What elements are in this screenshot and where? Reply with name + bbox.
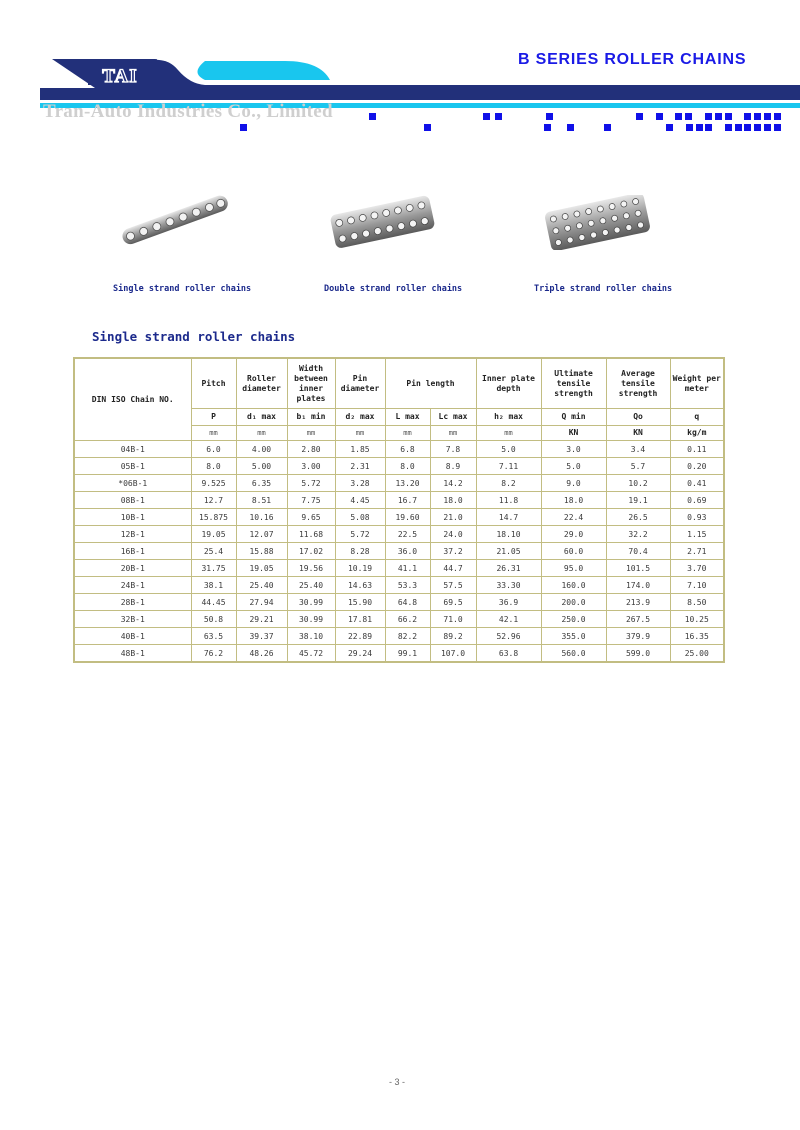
unit-cell: mm	[236, 426, 287, 441]
chain-number-cell: 40B-1	[74, 628, 191, 645]
square-icon	[656, 113, 663, 120]
table-cell: 101.5	[606, 560, 670, 577]
square-icon	[369, 113, 376, 120]
table-cell: 8.50	[670, 594, 724, 611]
square-icon	[604, 124, 611, 131]
table-cell: 160.0	[541, 577, 606, 594]
table-cell: 9.525	[191, 475, 236, 492]
table-cell: 14.7	[476, 509, 541, 526]
table-cell: 48.26	[236, 645, 287, 663]
table-cell: 15.875	[191, 509, 236, 526]
table-cell: 267.5	[606, 611, 670, 628]
company-name: Tran-Auto Industries Co., Limited	[43, 101, 333, 122]
table-cell: 8.9	[430, 458, 476, 475]
table-cell: 379.9	[606, 628, 670, 645]
table-cell: 5.72	[287, 475, 335, 492]
section-title: Single strand roller chains	[92, 329, 296, 344]
table-row	[74, 475, 724, 492]
table-cell: 17.81	[335, 611, 385, 628]
symbol-cell: q	[670, 409, 724, 426]
symbol-cell: d₁ max	[236, 409, 287, 426]
table-body	[74, 441, 724, 663]
symbol-cell: Lc max	[430, 409, 476, 426]
table-cell: 25.40	[287, 577, 335, 594]
table-cell: 7.10	[670, 577, 724, 594]
symbol-cell: P	[191, 409, 236, 426]
table-cell: 30.99	[287, 611, 335, 628]
square-icon	[744, 113, 751, 120]
table-cell: 69.5	[430, 594, 476, 611]
table-cell: 89.2	[430, 628, 476, 645]
table-row	[74, 645, 724, 663]
table-cell: 29.21	[236, 611, 287, 628]
table-cell: 7.11	[476, 458, 541, 475]
table-cell: 36.9	[476, 594, 541, 611]
table-row	[74, 441, 724, 458]
table-cell: 63.8	[476, 645, 541, 663]
square-icon	[754, 124, 761, 131]
table-cell: 8.0	[191, 458, 236, 475]
table-cell: 63.5	[191, 628, 236, 645]
table-cell: 18.0	[430, 492, 476, 509]
square-icon	[546, 113, 553, 120]
table-cell: 44.7	[430, 560, 476, 577]
table-cell: 3.0	[541, 441, 606, 458]
table-cell: 10.25	[670, 611, 724, 628]
square-icon	[725, 124, 732, 131]
table-cell: 10.2	[606, 475, 670, 492]
unit-cell: mm	[476, 426, 541, 441]
header-average-tensile-strength: Average tensile strength	[606, 358, 670, 409]
chain-number-cell: 08B-1	[74, 492, 191, 509]
table-cell: 8.28	[335, 543, 385, 560]
header-weight-per-meter: Weight per meter	[670, 358, 724, 409]
symbol-cell: Q min	[541, 409, 606, 426]
chain-number-cell: *06B-1	[74, 475, 191, 492]
product-caption-triple: Triple strand roller chains	[534, 284, 673, 294]
chain-number-cell: 32B-1	[74, 611, 191, 628]
table-cell: 19.60	[385, 509, 430, 526]
table-cell: 44.45	[191, 594, 236, 611]
table-row	[74, 628, 724, 645]
table-cell: 21.0	[430, 509, 476, 526]
symbol-cell: L max	[385, 409, 430, 426]
table-row	[74, 543, 724, 560]
table-cell: 3.4	[606, 441, 670, 458]
table-cell: 107.0	[430, 645, 476, 663]
square-icon	[735, 124, 742, 131]
table-cell: 29.24	[335, 645, 385, 663]
chain-number-cell: 12B-1	[74, 526, 191, 543]
table-cell: 0.41	[670, 475, 724, 492]
table-cell: 9.0	[541, 475, 606, 492]
chain-number-cell: 10B-1	[74, 509, 191, 526]
table-cell: 19.05	[236, 560, 287, 577]
table-cell: 26.5	[606, 509, 670, 526]
table-cell: 599.0	[606, 645, 670, 663]
table-cell: 25.4	[191, 543, 236, 560]
table-cell: 21.05	[476, 543, 541, 560]
chain-number-cell: 24B-1	[74, 577, 191, 594]
table-cell: 14.2	[430, 475, 476, 492]
table-cell: 22.89	[335, 628, 385, 645]
table-cell: 7.75	[287, 492, 335, 509]
unit-cell: KN	[541, 426, 606, 441]
table-cell: 71.0	[430, 611, 476, 628]
chain-number-cell: 20B-1	[74, 560, 191, 577]
table-cell: 6.0	[191, 441, 236, 458]
table-cell: 0.20	[670, 458, 724, 475]
table-cell: 0.93	[670, 509, 724, 526]
table-cell: 11.68	[287, 526, 335, 543]
table-cell: 10.19	[335, 560, 385, 577]
square-icon	[764, 113, 771, 120]
header-pin-diameter: Pin diameter	[335, 358, 385, 409]
banner-navy-shape	[40, 59, 800, 100]
table-cell: 213.9	[606, 594, 670, 611]
table-cell: 5.7	[606, 458, 670, 475]
triple-strand-chain-image	[545, 195, 650, 250]
table-cell: 3.70	[670, 560, 724, 577]
table-cell: 30.99	[287, 594, 335, 611]
header-pin-length: Pin length	[385, 358, 476, 409]
unit-cell: mm	[385, 426, 430, 441]
table-cell: 200.0	[541, 594, 606, 611]
table-cell: 2.71	[670, 543, 724, 560]
table-row	[74, 594, 724, 611]
table-cell: 16.35	[670, 628, 724, 645]
logo-text: TAI	[102, 66, 138, 87]
table-cell: 16.7	[385, 492, 430, 509]
table-row	[74, 509, 724, 526]
table-cell: 2.31	[335, 458, 385, 475]
table-row	[74, 611, 724, 628]
product-caption-double: Double strand roller chains	[324, 284, 463, 294]
table-cell: 6.35	[236, 475, 287, 492]
table-cell: 9.65	[287, 509, 335, 526]
table-cell: 25.40	[236, 577, 287, 594]
page-header-title: B SERIES ROLLER CHAINS	[518, 51, 747, 68]
header-chain-no: DIN ISO Chain NO.	[74, 358, 191, 441]
table-cell: 3.00	[287, 458, 335, 475]
table-cell: 22.5	[385, 526, 430, 543]
chain-number-cell: 04B-1	[74, 441, 191, 458]
symbol-cell: Qo	[606, 409, 670, 426]
table-cell: 13.20	[385, 475, 430, 492]
table-cell: 76.2	[191, 645, 236, 663]
banner-cyan-swoosh	[198, 61, 331, 80]
table-cell: 42.1	[476, 611, 541, 628]
table-cell: 17.02	[287, 543, 335, 560]
table-cell: 33.30	[476, 577, 541, 594]
table-cell: 29.0	[541, 526, 606, 543]
chain-number-cell: 05B-1	[74, 458, 191, 475]
table-cell: 15.88	[236, 543, 287, 560]
table-cell: 6.8	[385, 441, 430, 458]
square-icon	[675, 113, 682, 120]
table-cell: 0.69	[670, 492, 724, 509]
table-cell: 8.0	[385, 458, 430, 475]
table-cell: 19.1	[606, 492, 670, 509]
table-cell: 12.07	[236, 526, 287, 543]
unit-cell: mm	[287, 426, 335, 441]
table-cell: 12.7	[191, 492, 236, 509]
unit-cell: kg/m	[670, 426, 724, 441]
square-icon	[774, 113, 781, 120]
chain-number-cell: 28B-1	[74, 594, 191, 611]
table-cell: 3.28	[335, 475, 385, 492]
table-cell: 19.56	[287, 560, 335, 577]
unit-cell: mm	[430, 426, 476, 441]
table-cell: 4.00	[236, 441, 287, 458]
table-header-row	[74, 358, 724, 409]
unit-cell: mm	[191, 426, 236, 441]
unit-cell: KN	[606, 426, 670, 441]
table-cell: 50.8	[191, 611, 236, 628]
table-row	[74, 458, 724, 475]
table-cell: 174.0	[606, 577, 670, 594]
square-icon	[495, 113, 502, 120]
square-icon	[774, 124, 781, 131]
table-cell: 95.0	[541, 560, 606, 577]
table-cell: 60.0	[541, 543, 606, 560]
table-cell: 5.72	[335, 526, 385, 543]
double-strand-chain-image	[330, 195, 435, 250]
table-cell: 32.2	[606, 526, 670, 543]
table-cell: 24.0	[430, 526, 476, 543]
square-icon	[636, 113, 643, 120]
chain-number-cell: 16B-1	[74, 543, 191, 560]
table-cell: 53.3	[385, 577, 430, 594]
header-roller-diameter: Roller diameter	[236, 358, 287, 409]
table-cell: 37.2	[430, 543, 476, 560]
tai-logo-icon	[88, 65, 152, 87]
table-cell: 38.10	[287, 628, 335, 645]
unit-cell: mm	[335, 426, 385, 441]
table-cell: 27.94	[236, 594, 287, 611]
table-cell: 7.8	[430, 441, 476, 458]
square-icon	[685, 113, 692, 120]
table-cell: 5.08	[335, 509, 385, 526]
table-cell: 560.0	[541, 645, 606, 663]
square-icon	[240, 124, 247, 131]
square-icon	[544, 124, 551, 131]
square-icon	[754, 113, 761, 120]
table-cell: 0.11	[670, 441, 724, 458]
square-icon	[686, 124, 693, 131]
table-cell: 18.0	[541, 492, 606, 509]
table-cell: 22.4	[541, 509, 606, 526]
table-cell: 64.8	[385, 594, 430, 611]
table-cell: 5.0	[541, 458, 606, 475]
table-cell: 38.1	[191, 577, 236, 594]
table-cell: 4.45	[335, 492, 385, 509]
table-cell: 41.1	[385, 560, 430, 577]
table-cell: 355.0	[541, 628, 606, 645]
single-strand-chain-image	[118, 190, 233, 252]
table-cell: 82.2	[385, 628, 430, 645]
table-cell: 10.16	[236, 509, 287, 526]
table-cell: 39.37	[236, 628, 287, 645]
spec-table	[73, 357, 725, 663]
table-cell: 1.15	[670, 526, 724, 543]
header-inner-plate-depth: Inner plate depth	[476, 358, 541, 409]
symbol-cell: b₁ min	[287, 409, 335, 426]
table-cell: 26.31	[476, 560, 541, 577]
table-row	[74, 492, 724, 509]
square-icon	[715, 113, 722, 120]
table-cell: 1.85	[335, 441, 385, 458]
square-icon	[705, 124, 712, 131]
symbol-cell: d₂ max	[335, 409, 385, 426]
table-cell: 36.0	[385, 543, 430, 560]
table-cell: 57.5	[430, 577, 476, 594]
table-cell: 8.2	[476, 475, 541, 492]
table-cell: 2.80	[287, 441, 335, 458]
table-cell: 8.51	[236, 492, 287, 509]
chain-number-cell: 48B-1	[74, 645, 191, 663]
table-cell: 18.10	[476, 526, 541, 543]
product-caption-single: Single strand roller chains	[113, 284, 252, 294]
square-icon	[696, 124, 703, 131]
table-cell: 45.72	[287, 645, 335, 663]
table-row	[74, 560, 724, 577]
symbol-cell: h₂ max	[476, 409, 541, 426]
table-cell: 14.63	[335, 577, 385, 594]
table-cell: 52.96	[476, 628, 541, 645]
square-icon	[483, 113, 490, 120]
page-number: - 3 -	[389, 1077, 406, 1087]
header-ultimate-tensile-strength: Ultimate tensile strength	[541, 358, 606, 409]
table-cell: 11.8	[476, 492, 541, 509]
table-cell: 31.75	[191, 560, 236, 577]
table-cell: 70.4	[606, 543, 670, 560]
table-cell: 15.90	[335, 594, 385, 611]
table-cell: 250.0	[541, 611, 606, 628]
header-pitch: Pitch	[191, 358, 236, 409]
square-icon	[666, 124, 673, 131]
table-cell: 5.0	[476, 441, 541, 458]
table-cell: 5.00	[236, 458, 287, 475]
square-icon	[725, 113, 732, 120]
square-icon	[744, 124, 751, 131]
square-icon	[705, 113, 712, 120]
table-cell: 19.05	[191, 526, 236, 543]
table-cell: 99.1	[385, 645, 430, 663]
square-icon	[764, 124, 771, 131]
square-icon	[424, 124, 431, 131]
table-row	[74, 577, 724, 594]
table-row	[74, 526, 724, 543]
table-cell: 66.2	[385, 611, 430, 628]
header-width-between-inner-plates: Width between inner plates	[287, 358, 335, 409]
table-cell: 25.00	[670, 645, 724, 663]
square-icon	[567, 124, 574, 131]
